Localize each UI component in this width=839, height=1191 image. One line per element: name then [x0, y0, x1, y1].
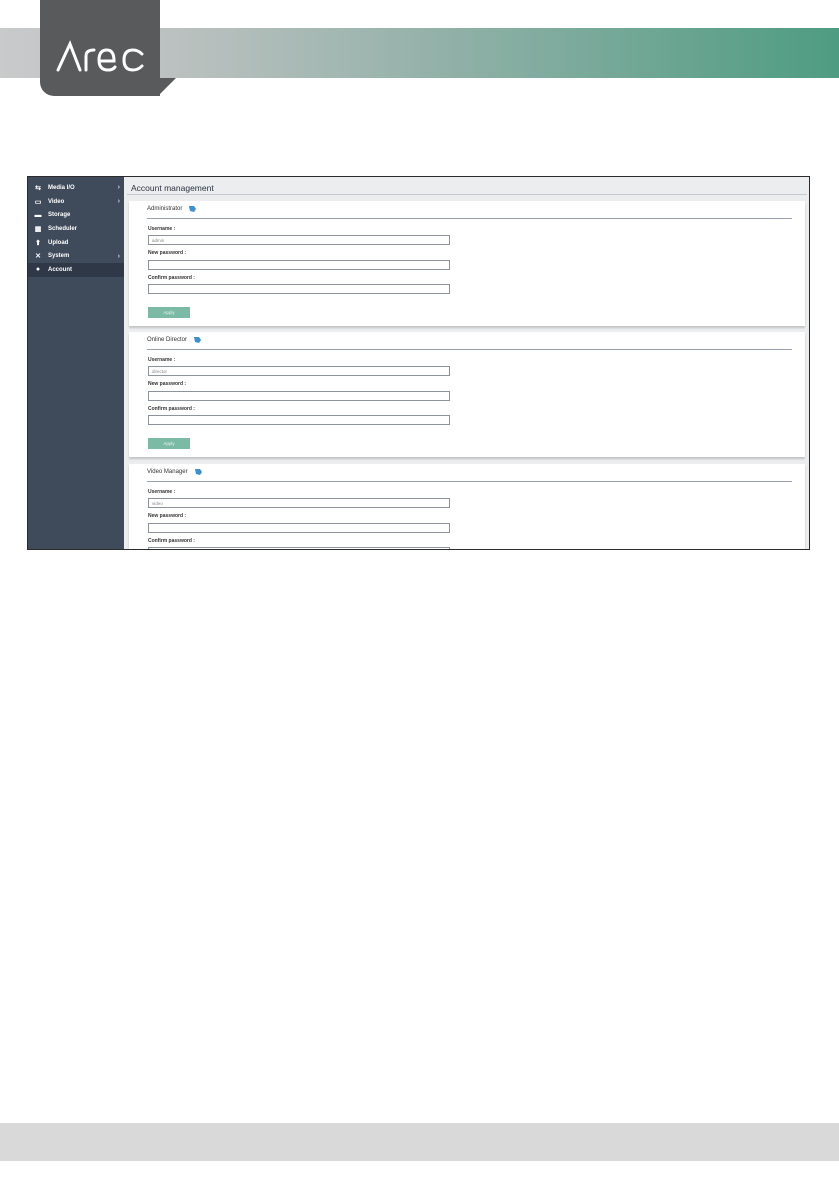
sidebar-item-label: System — [48, 253, 70, 260]
edit-icon[interactable] — [193, 336, 202, 344]
online-director-card — [129, 332, 805, 457]
username-input[interactable] — [148, 235, 450, 245]
sidebar-item-account[interactable] — [28, 263, 124, 277]
confirm-password-label: Confirm password : — [148, 538, 195, 544]
card-divider — [147, 481, 792, 482]
confirm-password-label: Confirm password : — [148, 275, 195, 281]
new-password-label: New password : — [148, 250, 187, 256]
sidebar-item-label: Scheduler — [48, 225, 78, 232]
media-io-icon: ⇆ — [35, 184, 41, 192]
sidebar-item-video[interactable] — [28, 195, 124, 209]
tools-icon: ✕ — [35, 253, 41, 261]
video-manager-card — [129, 464, 805, 550]
sidebar-item-label: Storage — [48, 212, 71, 219]
storage-icon: ▬ — [34, 211, 42, 219]
sidebar-item-upload[interactable] — [28, 236, 124, 250]
username-label: Username : — [148, 357, 176, 363]
logo-notch — [158, 78, 176, 96]
apply-button[interactable]: Apply — [148, 438, 190, 449]
username-input[interactable] — [148, 498, 450, 508]
sidebar-item-storage[interactable] — [28, 208, 124, 222]
new-password-input[interactable] — [148, 260, 450, 270]
card-title: Administrator — [147, 206, 183, 212]
sidebar-item-label: Upload — [48, 239, 69, 246]
username-label: Username : — [148, 226, 176, 232]
sidebar-item-label: Account — [48, 266, 72, 273]
calendar-icon: ▦ — [34, 225, 42, 233]
confirm-password-input[interactable] — [148, 284, 450, 294]
confirm-password-input[interactable] — [148, 415, 450, 425]
card-title: Video Manager — [147, 469, 188, 475]
edit-icon[interactable] — [194, 468, 203, 476]
chevron-right-icon: › — [117, 198, 120, 206]
main-content — [124, 177, 809, 549]
confirm-password-label: Confirm password : — [148, 406, 195, 412]
chevron-right-icon: › — [117, 252, 120, 260]
sidebar-item-label: Video — [48, 198, 65, 205]
sidebar — [28, 177, 124, 549]
web-ui-screenshot — [27, 176, 810, 550]
title-divider — [127, 194, 807, 195]
upload-icon: ⬆ — [35, 239, 41, 247]
apply-button[interactable]: Apply — [148, 307, 190, 318]
card-divider — [147, 218, 792, 219]
card-header — [147, 205, 197, 213]
sidebar-item-system[interactable] — [28, 249, 124, 263]
card-header — [147, 468, 203, 476]
card-header — [147, 336, 202, 344]
sidebar-item-label: Media I/O — [48, 184, 75, 191]
confirm-password-input[interactable] — [148, 547, 450, 550]
new-password-label: New password : — [148, 381, 187, 387]
edit-icon[interactable] — [188, 205, 197, 213]
page-title: Account management — [131, 183, 214, 193]
arec-logo — [56, 40, 148, 74]
video-icon: ▭ — [34, 198, 42, 206]
username-label: Username : — [148, 489, 176, 495]
chevron-right-icon: › — [117, 184, 120, 192]
sidebar-item-media-io[interactable] — [28, 181, 124, 195]
sidebar-item-scheduler[interactable] — [28, 222, 124, 236]
new-password-label: New password : — [148, 513, 187, 519]
username-input[interactable] — [148, 366, 450, 376]
footer-band — [0, 1123, 839, 1161]
new-password-input[interactable] — [148, 523, 450, 533]
card-title: Online Director — [147, 337, 188, 343]
user-icon: ● — [35, 266, 41, 274]
card-divider — [147, 349, 792, 350]
new-password-input[interactable] — [148, 391, 450, 401]
administrator-card — [129, 201, 805, 326]
